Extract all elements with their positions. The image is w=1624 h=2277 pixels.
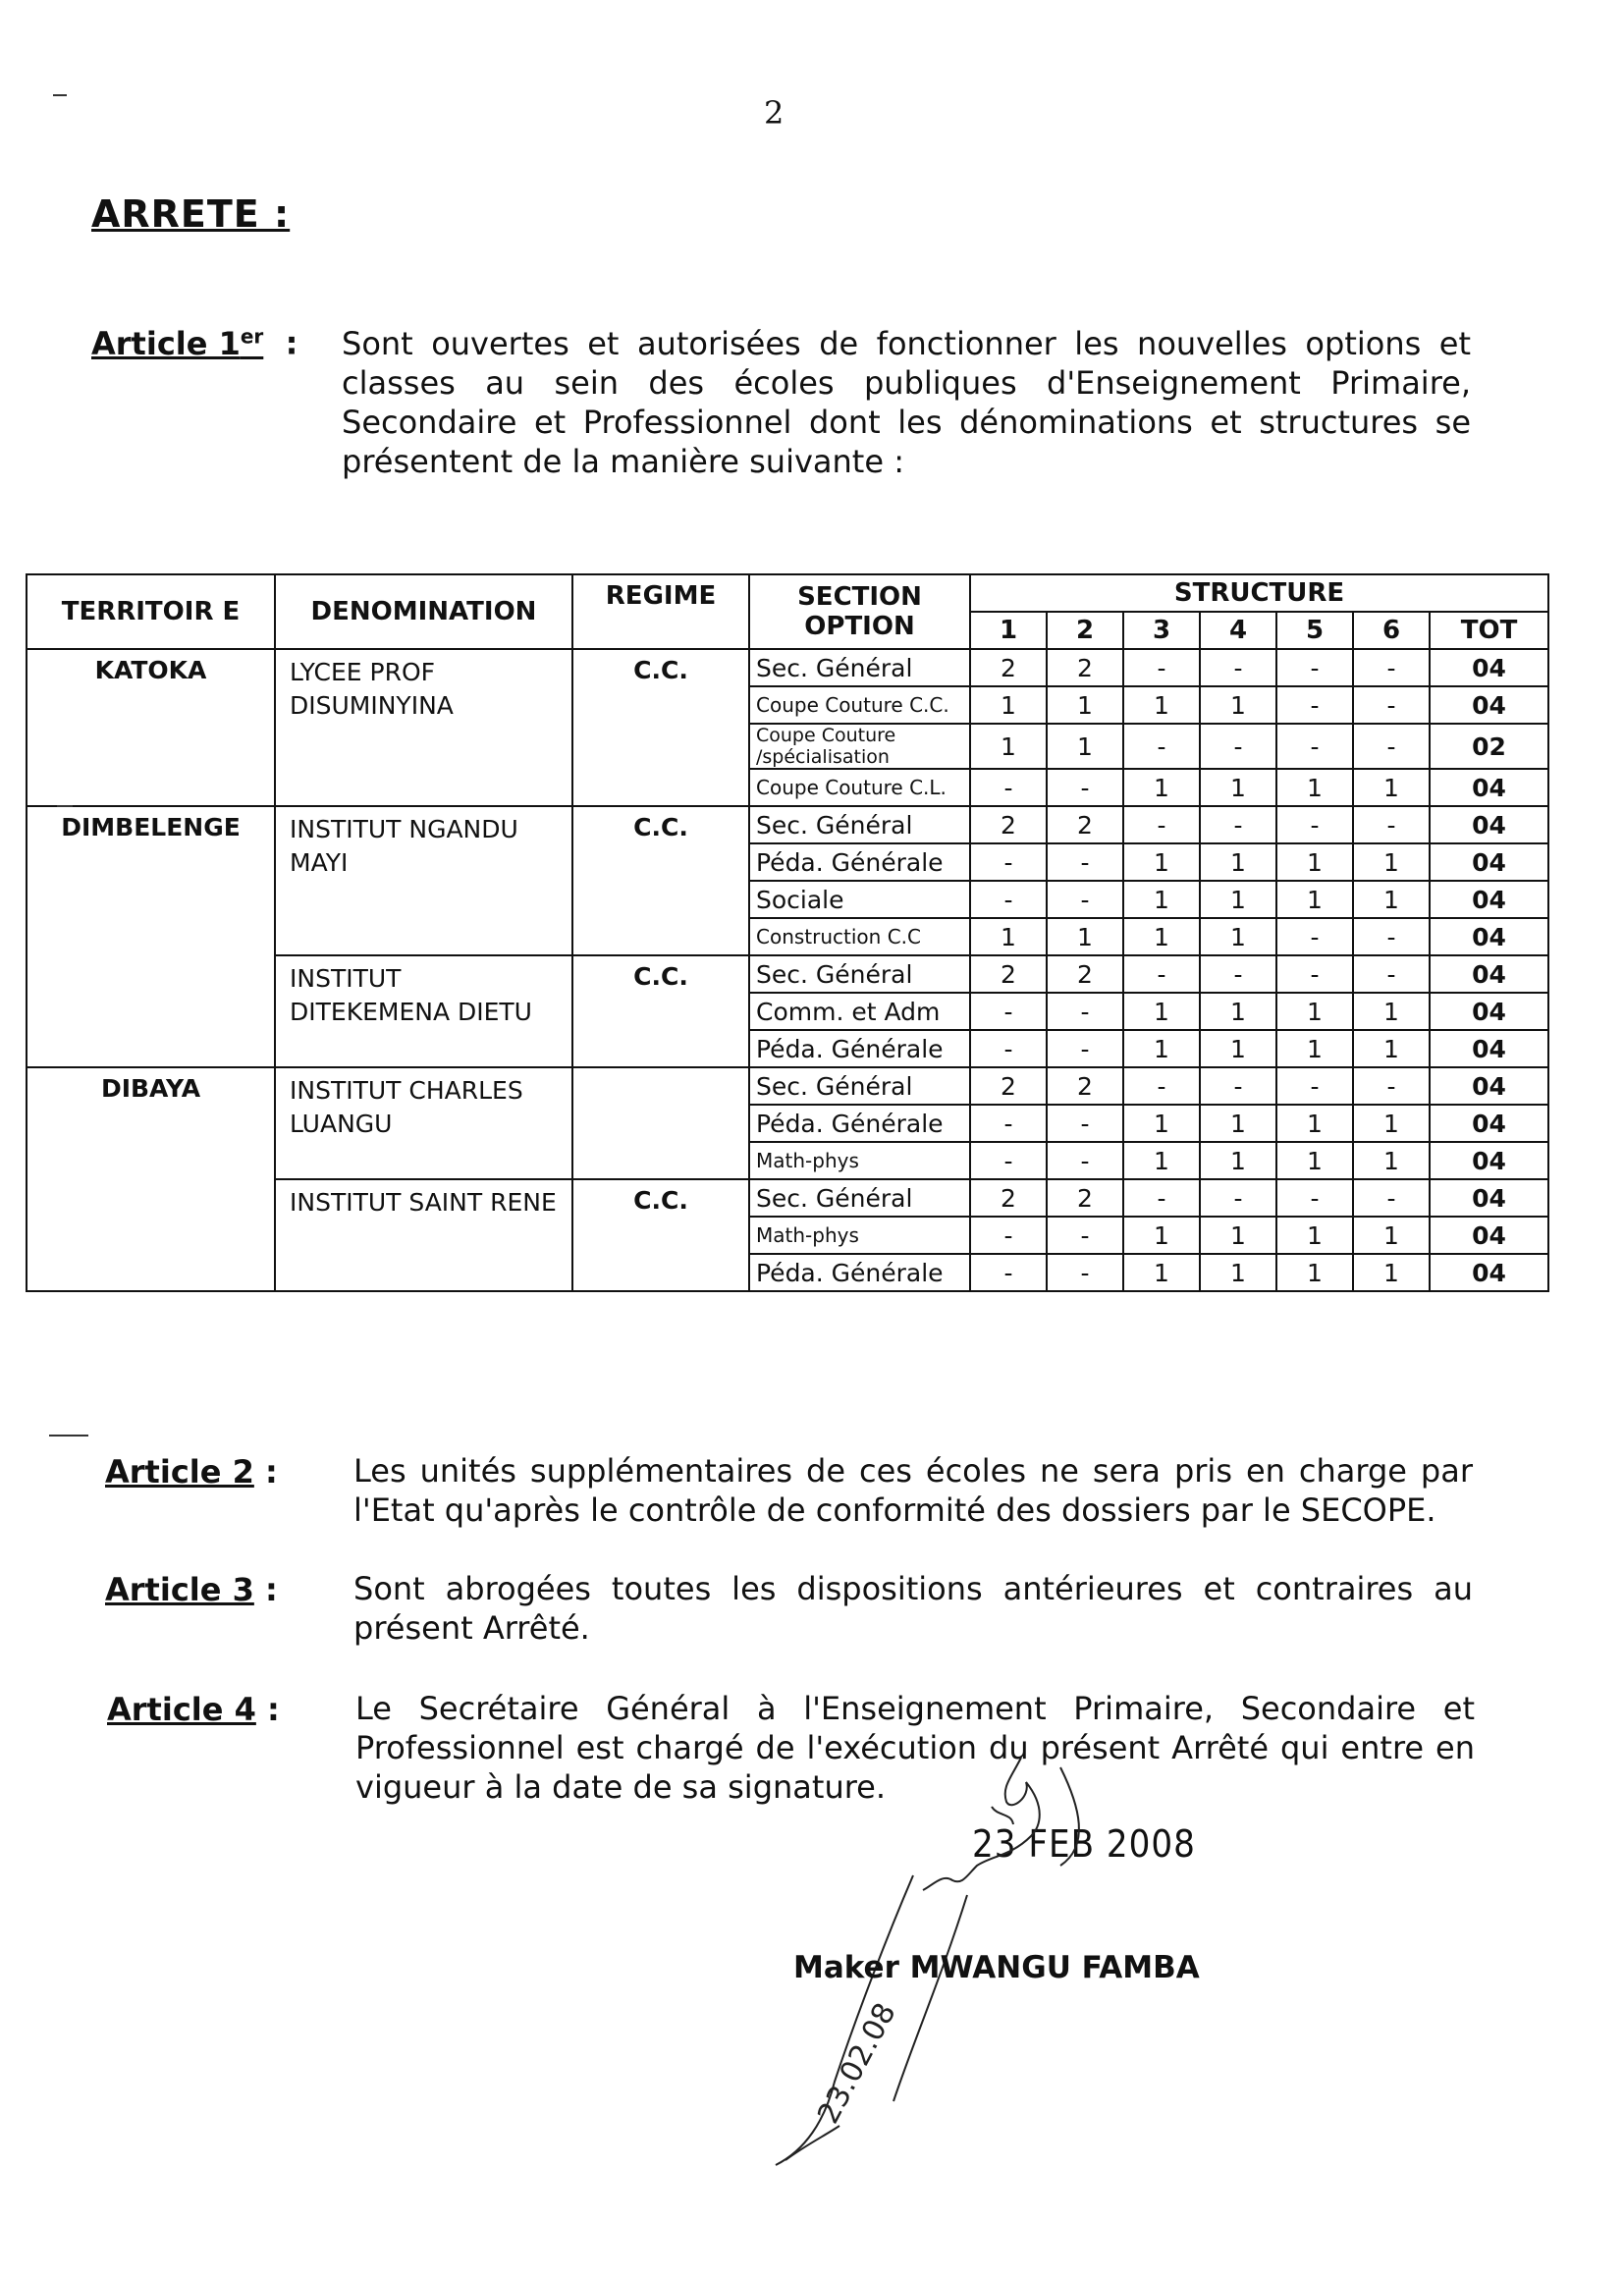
structure-cell: -: [1047, 843, 1123, 881]
structure-cell: 1: [1200, 769, 1276, 806]
structure-cell: -: [1353, 724, 1430, 769]
option-cell: Sec. Général: [749, 1067, 970, 1105]
structure-cell: 1: [1200, 1254, 1276, 1291]
option-cell: Péda. Générale: [749, 1254, 970, 1291]
article-4-label-text: Article 4: [107, 1691, 256, 1728]
structure-cell: 1: [1276, 769, 1353, 806]
structure-cell: -: [1353, 649, 1430, 686]
denomination-cell: LYCEE PROF DISUMINYINA: [275, 649, 572, 806]
header-col-1: 1: [970, 612, 1047, 649]
total-cell: 04: [1430, 1105, 1548, 1142]
structure-cell: 1: [970, 686, 1047, 724]
total-cell: 04: [1430, 806, 1548, 843]
structure-cell: 1: [1353, 881, 1430, 918]
structure-cell: 1: [1047, 724, 1123, 769]
option-cell: Comm. et Adm: [749, 993, 970, 1030]
total-cell: 04: [1430, 769, 1548, 806]
table-row: [27, 1067, 1548, 1105]
article-2-label: [105, 1453, 278, 1491]
scan-speck: [57, 805, 73, 807]
structure-cell: 2: [1047, 649, 1123, 686]
regime-cell: [572, 1067, 749, 1179]
structure-cell: -: [970, 1217, 1047, 1254]
structure-cell: -: [970, 1030, 1047, 1067]
article-4-colon: :: [267, 1691, 280, 1728]
structure-cell: -: [1047, 1030, 1123, 1067]
structure-cell: 1: [1276, 1217, 1353, 1254]
article-1-label: [91, 324, 298, 362]
structure-cell: -: [1047, 769, 1123, 806]
total-cell: 04: [1430, 1217, 1548, 1254]
structure-cell: -: [1200, 649, 1276, 686]
structure-cell: 2: [970, 649, 1047, 686]
total-cell: 04: [1430, 1142, 1548, 1179]
structure-cell: -: [1123, 1179, 1200, 1217]
structure-cell: 1: [1276, 843, 1353, 881]
structure-cell: 2: [970, 1067, 1047, 1105]
page-number: 2: [764, 94, 785, 132]
structure-cell: 1: [1200, 843, 1276, 881]
total-cell: 04: [1430, 955, 1548, 993]
article-1-colon: :: [285, 324, 298, 362]
structure-cell: 2: [970, 806, 1047, 843]
structure-cell: 1: [1200, 1217, 1276, 1254]
structure-cell: 1: [1123, 1105, 1200, 1142]
regime-cell: C.C.: [572, 955, 749, 1067]
structure-cell: 1: [1353, 1142, 1430, 1179]
scan-speck: [53, 94, 67, 96]
regime-cell: C.C.: [572, 806, 749, 955]
total-cell: 04: [1430, 1030, 1548, 1067]
structure-cell: 1: [1200, 881, 1276, 918]
header-section-option: [749, 574, 970, 649]
structure-cell: 1: [1200, 918, 1276, 955]
header-option: OPTION: [804, 612, 915, 641]
structure-cell: 1: [1123, 1030, 1200, 1067]
structure-cell: 2: [1047, 955, 1123, 993]
structure-cell: -: [1200, 1179, 1276, 1217]
regime-cell: C.C.: [572, 1179, 749, 1291]
structure-cell: -: [1200, 806, 1276, 843]
article-4-text: Le Secrétaire Général à l'Enseignement Primaire, Secondaire et Professionnel est chargé de l'exécution du présent Arrêté qui entre en vigueur à la date de sa signature.: [355, 1690, 1475, 1806]
total-cell: 04: [1430, 1179, 1548, 1217]
structure-cell: 1: [1353, 993, 1430, 1030]
scan-speck: [49, 1435, 88, 1437]
structure-cell: -: [1276, 806, 1353, 843]
structure-cell: 2: [1047, 806, 1123, 843]
article-3-label: [105, 1571, 278, 1608]
option-cell: Sociale: [749, 881, 970, 918]
structure-cell: -: [970, 1105, 1047, 1142]
table-row: [27, 649, 1548, 686]
article-3-colon: :: [265, 1571, 278, 1608]
header-territoire: TERRITOIR E: [27, 574, 275, 649]
header-col-3: 3: [1123, 612, 1200, 649]
option-cell: Math-phys: [749, 1142, 970, 1179]
structure-cell: 1: [1276, 1254, 1353, 1291]
article-2-text: Les unités supplémentaires de ces écoles ne sera pris en charge par l'Etat qu'après le contrôle de conformité des dossiers par le SECOPE.: [353, 1452, 1473, 1529]
structure-cell: 1: [1123, 843, 1200, 881]
table-body: [27, 649, 1548, 1291]
structure-cell: -: [1047, 1217, 1123, 1254]
article-1-label-text: Article 1: [91, 324, 241, 362]
total-cell: 04: [1430, 686, 1548, 724]
structure-cell: 1: [970, 724, 1047, 769]
article-1-sup: er: [240, 324, 264, 348]
structure-cell: 1: [970, 918, 1047, 955]
structure-cell: 1: [1047, 686, 1123, 724]
article-1-text: Sont ouvertes et autorisées de fonctionner les nouvelles options et classes au sein des écoles publiques d'Enseignement Primaire, Secondaire et Professionnel dont les dénominations et structures se présentent de la manière suivante :: [342, 325, 1471, 480]
header-col-tot: TOT: [1430, 612, 1548, 649]
header-col-5: 5: [1276, 612, 1353, 649]
header-col-2: 2: [1047, 612, 1123, 649]
denomination-cell: INSTITUT NGANDU MAYI: [275, 806, 572, 955]
structure-cell: 1: [1123, 1142, 1200, 1179]
option-cell: Péda. Générale: [749, 1105, 970, 1142]
article-3-text: Sont abrogées toutes les dispositions antérieures et contraires au présent Arrêté.: [353, 1570, 1473, 1647]
header-structure: STRUCTURE: [970, 574, 1548, 612]
structure-cell: -: [1200, 724, 1276, 769]
structure-cell: -: [1123, 955, 1200, 993]
structure-cell: -: [970, 993, 1047, 1030]
structure-cell: -: [1276, 1067, 1353, 1105]
option-cell: Coupe Couture C.C.: [749, 686, 970, 724]
table-row: [27, 806, 1548, 843]
header-regime: REGIME: [572, 574, 749, 649]
total-cell: 04: [1430, 1254, 1548, 1291]
structure-cell: 1: [1353, 769, 1430, 806]
structure-cell: 1: [1276, 1105, 1353, 1142]
structure-cell: -: [970, 1142, 1047, 1179]
denomination-cell: INSTITUT DITEKEMENA DIETU: [275, 955, 572, 1067]
total-cell: 04: [1430, 843, 1548, 881]
structure-cell: 1: [1200, 1142, 1276, 1179]
signatory-name: Maker MWANGU FAMBA: [793, 1950, 1200, 1985]
article-2-colon: :: [265, 1453, 278, 1491]
structure-cell: -: [1200, 1067, 1276, 1105]
structure-cell: -: [970, 843, 1047, 881]
total-cell: 04: [1430, 649, 1548, 686]
structure-cell: 1: [1123, 686, 1200, 724]
territoire-cell: DIBAYA: [27, 1067, 275, 1291]
structure-cell: -: [1353, 806, 1430, 843]
structure-cell: 1: [1123, 993, 1200, 1030]
structure-cell: 1: [1123, 769, 1200, 806]
option-cell: Sec. Général: [749, 955, 970, 993]
denomination-cell: INSTITUT CHARLES LUANGU: [275, 1067, 572, 1179]
total-cell: 04: [1430, 881, 1548, 918]
structure-cell: 1: [1200, 993, 1276, 1030]
denomination-cell: INSTITUT SAINT RENE: [275, 1179, 572, 1291]
option-cell: Construction C.C: [749, 918, 970, 955]
table-header-row: [27, 574, 1548, 612]
structure-cell: -: [1276, 686, 1353, 724]
total-cell: 02: [1430, 724, 1548, 769]
structure-cell: -: [1353, 686, 1430, 724]
structure-cell: 1: [1276, 881, 1353, 918]
structure-cell: 1: [1200, 1030, 1276, 1067]
structure-cell: -: [1123, 1067, 1200, 1105]
structure-cell: 1: [1200, 686, 1276, 724]
structure-cell: 2: [970, 1179, 1047, 1217]
structure-cell: 1: [1353, 843, 1430, 881]
structure-cell: 1: [1353, 1030, 1430, 1067]
header-section: SECTION: [797, 582, 922, 612]
structure-cell: 1: [1047, 918, 1123, 955]
total-cell: 04: [1430, 993, 1548, 1030]
structure-cell: -: [1047, 881, 1123, 918]
option-cell: Sec. Général: [749, 649, 970, 686]
structure-cell: 2: [970, 955, 1047, 993]
structure-cell: -: [1047, 1105, 1123, 1142]
structure-cell: 1: [1276, 993, 1353, 1030]
structure-cell: 2: [1047, 1179, 1123, 1217]
structure-cell: -: [1276, 955, 1353, 993]
option-cell: Coupe Couture C.L.: [749, 769, 970, 806]
territoire-cell: DIMBELENGE: [27, 806, 275, 1067]
structure-cell: -: [970, 1254, 1047, 1291]
article-4-label: [107, 1691, 280, 1728]
article-2-label-text: Article 2: [105, 1453, 254, 1491]
header-denomination: DENOMINATION: [275, 574, 572, 649]
header-col-6: 6: [1353, 612, 1430, 649]
structure-cell: -: [970, 769, 1047, 806]
article-3-label-text: Article 3: [105, 1571, 254, 1608]
structure-cell: 1: [1276, 1030, 1353, 1067]
option-cell: Péda. Générale: [749, 843, 970, 881]
structure-cell: -: [1047, 1254, 1123, 1291]
structure-cell: 1: [1123, 881, 1200, 918]
structure-cell: 1: [1200, 1105, 1276, 1142]
structure-cell: 1: [1353, 1105, 1430, 1142]
option-cell: Péda. Générale: [749, 1030, 970, 1067]
structure-cell: -: [1123, 806, 1200, 843]
structure-cell: 1: [1123, 918, 1200, 955]
structure-cell: -: [1276, 1179, 1353, 1217]
structure-cell: -: [1123, 649, 1200, 686]
structure-cell: -: [1047, 1142, 1123, 1179]
option-cell: Sec. Général: [749, 806, 970, 843]
structure-cell: 1: [1353, 1254, 1430, 1291]
structure-cell: -: [1276, 649, 1353, 686]
option-cell: Sec. Général: [749, 1179, 970, 1217]
structure-cell: 1: [1123, 1254, 1200, 1291]
structure-cell: -: [1047, 993, 1123, 1030]
structure-cell: 1: [1123, 1217, 1200, 1254]
structure-cell: 1: [1353, 1217, 1430, 1254]
structure-cell: -: [1276, 724, 1353, 769]
option-cell: Coupe Couture /spécialisation: [749, 724, 970, 769]
header-col-4: 4: [1200, 612, 1276, 649]
decree-heading: ARRETE :: [91, 192, 291, 236]
structure-cell: -: [1353, 1179, 1430, 1217]
structure-cell: 1: [1276, 1142, 1353, 1179]
date-stamp: 23 FEB 2008: [972, 1822, 1196, 1866]
structure-cell: -: [1353, 955, 1430, 993]
structure-cell: -: [1353, 1067, 1430, 1105]
structure-cell: -: [1123, 724, 1200, 769]
handwritten-date: 23.02.08: [811, 1997, 903, 2130]
structure-cell: -: [1276, 918, 1353, 955]
structure-cell: 2: [1047, 1067, 1123, 1105]
structure-cell: -: [970, 881, 1047, 918]
regime-cell: C.C.: [572, 649, 749, 806]
total-cell: 04: [1430, 1067, 1548, 1105]
structure-cell: -: [1200, 955, 1276, 993]
structure-table: [26, 573, 1549, 1292]
option-cell: Math-phys: [749, 1217, 970, 1254]
structure-cell: -: [1353, 918, 1430, 955]
territoire-cell: KATOKA: [27, 649, 275, 806]
total-cell: 04: [1430, 918, 1548, 955]
